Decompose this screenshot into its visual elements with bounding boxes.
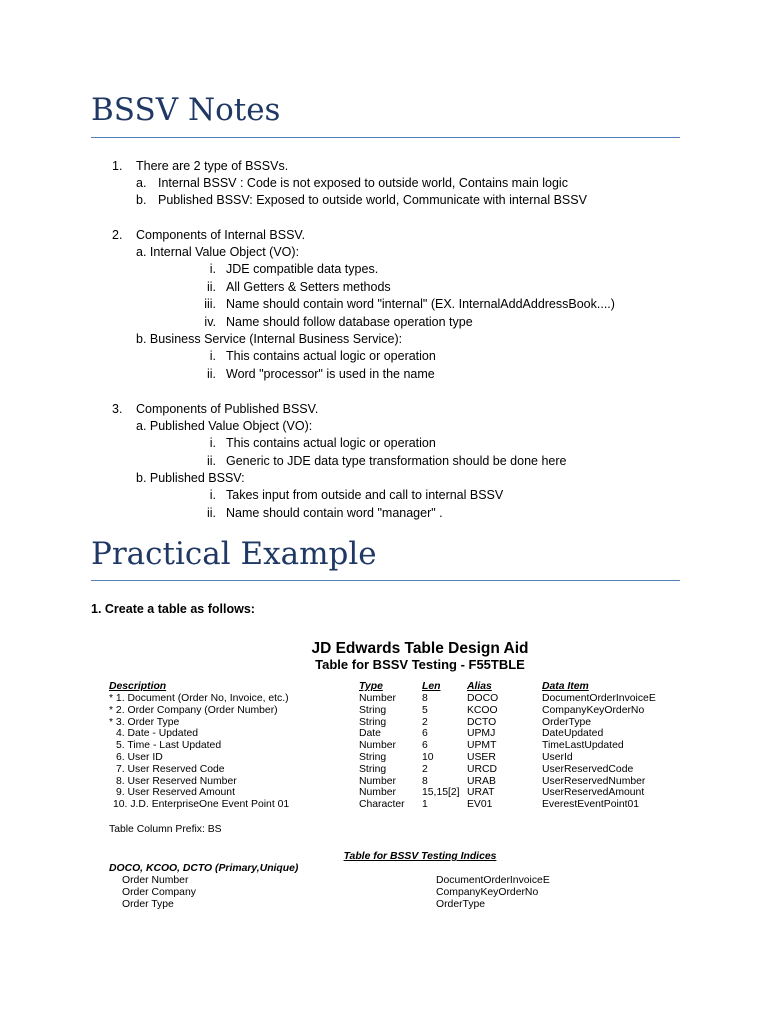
column-header: Alias [467,681,492,692]
note-text: b. Business Service (Internal Business Service): [136,332,403,346]
note-text: This contains actual logic or operation [226,436,436,450]
column-header: Description [109,681,167,692]
index-field: Order Type [122,898,174,910]
note-marker: i. [209,436,216,450]
page-title: BSSV Notes [91,92,281,128]
table-cell: 2 [422,716,428,728]
table-cell: UPMJ [467,728,496,740]
table-cell-description: 4. Date - Updated [116,728,199,740]
note-text: Word "processor" is used in the name [226,367,435,381]
table-cell: 2 [422,763,428,775]
table-cell: DCTO [467,716,497,728]
note-text: All Getters & Setters methods [226,280,391,294]
note-text: Components of Published BSSV. [136,402,319,416]
table-cell: KCOO [467,704,498,716]
note-marker: ii. [206,506,216,520]
table-cell-description: 7. User Reserved Code [116,763,225,775]
table-cell: DateUpdated [542,728,604,740]
note-text: Components of Internal BSSV. [136,228,306,242]
table-cell: 8 [422,775,428,787]
title-underline [91,137,680,138]
index-key: DOCO, KCOO, DCTO (Primary,Unique) [109,863,299,874]
table-cell: String [359,752,387,763]
table-cell: Number [359,787,396,799]
table-cell: UPMT [467,740,497,752]
table-cell: Character [359,799,405,811]
note-text: Name should contain word "internal" (EX. InternalAddAddressBook....) [226,297,615,311]
index-data-item: CompanyKeyOrderNo [436,886,539,898]
table-cell-description: * 2. Order Company (Order Number) [109,704,278,716]
table-cell: 1 [422,799,428,811]
note-text: a. Published Value Object (VO): [136,419,313,433]
note-text: Published BSSV: Exposed to outside world, Communicate with internal BSSV [158,193,587,207]
note-marker: ii. [206,454,216,468]
table-cell: Date [359,728,381,740]
index-field: Order Number [122,875,189,886]
table-cell-description: 9. User Reserved Amount [116,787,235,799]
table-cell: 10 [422,752,434,763]
table-cell: URAT [467,787,495,799]
note-marker: iii. [204,297,216,311]
column-header: Len [422,681,441,692]
indices-title: Table for BSSV Testing Indices [343,851,497,862]
table-cell: CompanyKeyOrderNo [542,704,645,716]
table-cell: URCD [467,763,498,775]
table-cell-description: 5. Time - Last Updated [116,740,222,752]
note-text: Generic to JDE data type transformation should be done here [226,454,567,468]
table-title: JD Edwards Table Design Aid [311,640,529,657]
table-cell: 8 [422,693,428,704]
table-cell: DOCO [467,693,499,704]
note-text: b. Published BSSV: [136,471,245,485]
note-marker: b. [136,193,147,207]
note-text: JDE compatible data types. [226,262,379,276]
index-field: Order Company [122,886,196,898]
section-underline [91,580,680,581]
table-cell-description: * 1. Document (Order No, Invoice, etc.) [109,693,289,704]
table-cell: Number [359,775,396,787]
note-marker: ii. [206,367,216,381]
table-cell: 6 [422,740,428,752]
note-text: This contains actual logic or operation [226,349,436,363]
table-cell: Number [359,740,396,752]
note-text: Name should follow database operation type [226,315,473,329]
section-title: Practical Example [91,536,377,572]
note-marker: 1. [112,159,123,173]
table-cell: EV01 [467,799,493,811]
note-text: There are 2 type of BSSVs. [136,159,289,173]
table-cell: DocumentOrderInvoiceE [542,693,656,704]
step-text: 1. Create a table as follows: [91,602,255,616]
table-cell: EverestEventPoint01 [542,799,640,811]
note-marker: i. [209,349,216,363]
table-prefix: Table Column Prefix: BS [109,824,222,835]
note-text: Takes input from outside and call to internal BSSV [226,488,504,502]
note-text: Internal BSSV : Code is not exposed to outside world, Contains main logic [158,176,568,190]
table-cell: String [359,716,387,728]
table-cell: UserId [542,752,573,763]
table-cell: UserReservedAmount [542,787,645,799]
table-cell: String [359,763,387,775]
note-marker: 2. [112,228,123,242]
note-marker: iv. [204,315,216,329]
index-data-item: OrderType [436,898,486,910]
table-cell: 5 [422,704,428,716]
table-cell-description: 6. User ID [116,752,163,763]
table-cell: UserReservedNumber [542,775,646,787]
note-marker: i. [209,488,216,502]
table-cell-description: 8. User Reserved Number [116,775,237,787]
note-marker: ii. [206,280,216,294]
table-cell: TimeLastUpdated [542,740,624,752]
table-cell: URAB [467,775,496,787]
table-cell: 6 [422,728,428,740]
table-subtitle: Table for BSSV Testing - F55TBLE [315,657,525,672]
note-marker: i. [209,262,216,276]
table-cell: Number [359,693,396,704]
table-cell-description: * 3. Order Type [109,716,180,728]
table-cell: String [359,704,387,716]
table-cell: 15,15[2] [422,787,460,799]
note-text: Name should contain word "manager" . [226,506,443,520]
note-marker: a. [136,176,147,190]
table-cell: USER [467,752,496,763]
table-cell: OrderType [542,716,592,728]
table-cell-description: 10. J.D. EnterpriseOne Event Point 01 [113,799,290,811]
note-text: a. Internal Value Object (VO): [136,245,300,259]
column-header: Type [359,681,383,692]
table-cell: UserReservedCode [542,763,634,775]
note-marker: 3. [112,402,123,416]
column-header: Data Item [542,681,589,692]
index-data-item: DocumentOrderInvoiceE [436,875,550,886]
